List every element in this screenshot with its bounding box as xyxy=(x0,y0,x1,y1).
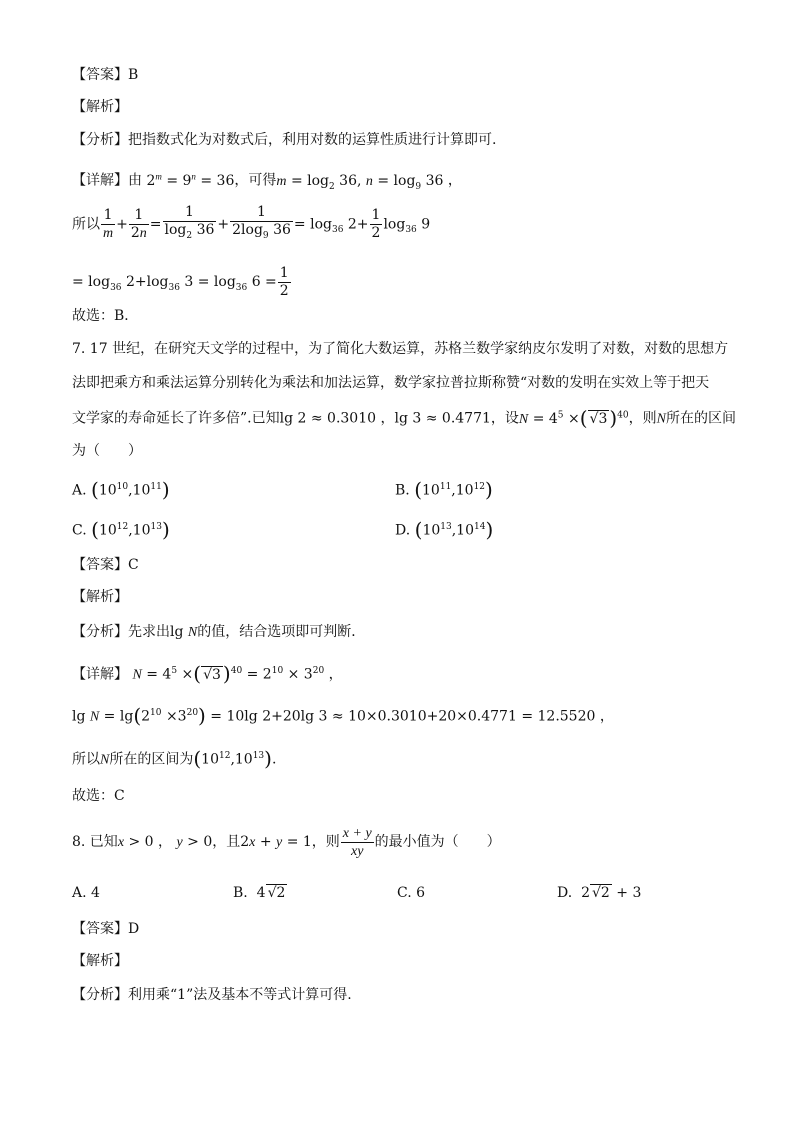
q8-option-a: A. 4 xyxy=(72,885,100,901)
n-definition: $N = 4^5$ ×( √3 )$^{40}$ xyxy=(518,405,629,430)
q8-analysis-tag: 【解析】 xyxy=(72,953,128,969)
equation-log-m-n: $m = \log_2 36$, $n = \log_9 36$ xyxy=(276,172,444,192)
q7-detail: 【详解】 $N = 4^5$ ×( √3 )$^{40} = 2^{10} \times 3^{20}$ ， xyxy=(72,661,343,686)
q7-option-b: B. $(10^{11},10^{12})$ xyxy=(395,477,493,502)
q7-option-c: C. $(10^{12},10^{13})$ xyxy=(72,517,170,542)
fraction-1-over-2log9-36: $\frac{1}{2\log_9 36}$ xyxy=(232,204,291,241)
q6-fenxi: 【分析】把指数式化为对数式后，利用对数的运算性质进行计算即可. xyxy=(72,132,497,148)
fraction-one-half-result: $\frac{1}{2}$ xyxy=(279,264,289,299)
q8-answer-line: 【答案】D xyxy=(72,921,140,937)
q7-stem-line1: 7. 17 世纪，在研究天文学的过程中，为了简化大数运算，苏格兰数学家纳皮尔发明了对数，对数的思想方 xyxy=(72,341,729,357)
q6-answer-line xyxy=(72,65,138,85)
q8-option-b: B. 4 √2 xyxy=(233,885,286,901)
q7-conclusion: 故选：C xyxy=(72,788,125,804)
lg3-value: lg 3 ≈ 0.4771 xyxy=(394,410,491,427)
fraction-1-over-2n: $\frac{1}{2n}$ xyxy=(130,206,147,241)
q7-option-a: A. $(10^{10},10^{11})$ xyxy=(72,477,170,502)
answer-value: B xyxy=(128,67,139,83)
q8-stem: 8. 已知x > 0 ， y > 0，且2x + y = 1，则 $\frac{x + y}{xy}$ 的最小值为（ ） xyxy=(72,825,501,859)
fraction-1-over-m: $\frac{1}{m}$ xyxy=(103,206,114,241)
q8-option-d: D. 2 √2 + 3 xyxy=(557,885,642,901)
lg2-value: lg 2 ≈ 0.3010 xyxy=(279,410,377,427)
q7-stem-line3: 文学家的寿命延长了许多倍”.已知lg 2 ≈ 0.3010 ，lg 3 ≈ 0.4771，设$N = 4^5$ ×( √3 )$^{40}$，则N所在的区间 xyxy=(72,405,736,430)
q7-option-d: D. $(10^{13},10^{14})$ xyxy=(395,517,494,542)
q7-answer-line: 【答案】C xyxy=(72,557,139,573)
q7-interval: 所以N所在的区间为$(10^{12},10^{13})$. xyxy=(72,746,277,771)
q7-stem-line2: 法即把乘方和乘法运算分别转化为乘法和加法运算，数学家拉普拉斯称赞“对数的发明在实效上等于把天 xyxy=(72,375,710,391)
fraction-one-half: $\frac{1}{2}$ xyxy=(371,206,381,241)
q7-analysis-tag: 【解析】 xyxy=(72,589,128,605)
q6-detail: 【详解】由 $2^m = 9^n = 36$，可得$m = \log_2 36$, $n = \log_9 36$ ， xyxy=(72,171,462,192)
q6-conclusion: 故选：B． xyxy=(72,308,139,324)
fraction-x-plus-y-over-xy: $\frac{x + y}{xy}$ xyxy=(342,825,372,859)
q8-fenxi: 【分析】利用乘“1”法及基本不等式计算可得. xyxy=(72,987,352,1003)
q7-stem-line4: 为（ ） xyxy=(72,443,142,459)
q7-lgN-calc: $\lg N = \lg(2^{10} \times 3^{20}) = 10\lg$ 2+20lg 3 ≈ 10×0.3010+20×0.4771 = 12.5520 ， xyxy=(72,703,614,728)
q6-analysis-tag: 【解析】 xyxy=(72,99,128,115)
answer-tag: 【答案】 xyxy=(72,67,128,83)
equation-2m-9n: $2^m = 9^n = 36$ xyxy=(146,171,235,189)
q6-result-line: = $\log_{36} 2+\log_{36}$ $3 = \log_{36} 6$ = $\frac{1}{2}$ xyxy=(72,264,289,299)
fraction-1-over-log2-36: $\frac{1}{\log_2 36}$ xyxy=(164,204,215,241)
q6-so-line: 所以 $\frac{1}{m}$ + $\frac{1}{2n}$ = $\frac{1}{\log_2 36}$ + $\frac{1}{2\log_9 36}$ = $\log_{36} 2+$ $\frac{1}{2}$ $\log_{36} 9$ xyxy=(72,204,430,250)
q7-fenxi: 【分析】先求出lg N的值，结合选项即可判断． xyxy=(72,624,366,640)
q8-option-c: C. 6 xyxy=(397,885,426,901)
